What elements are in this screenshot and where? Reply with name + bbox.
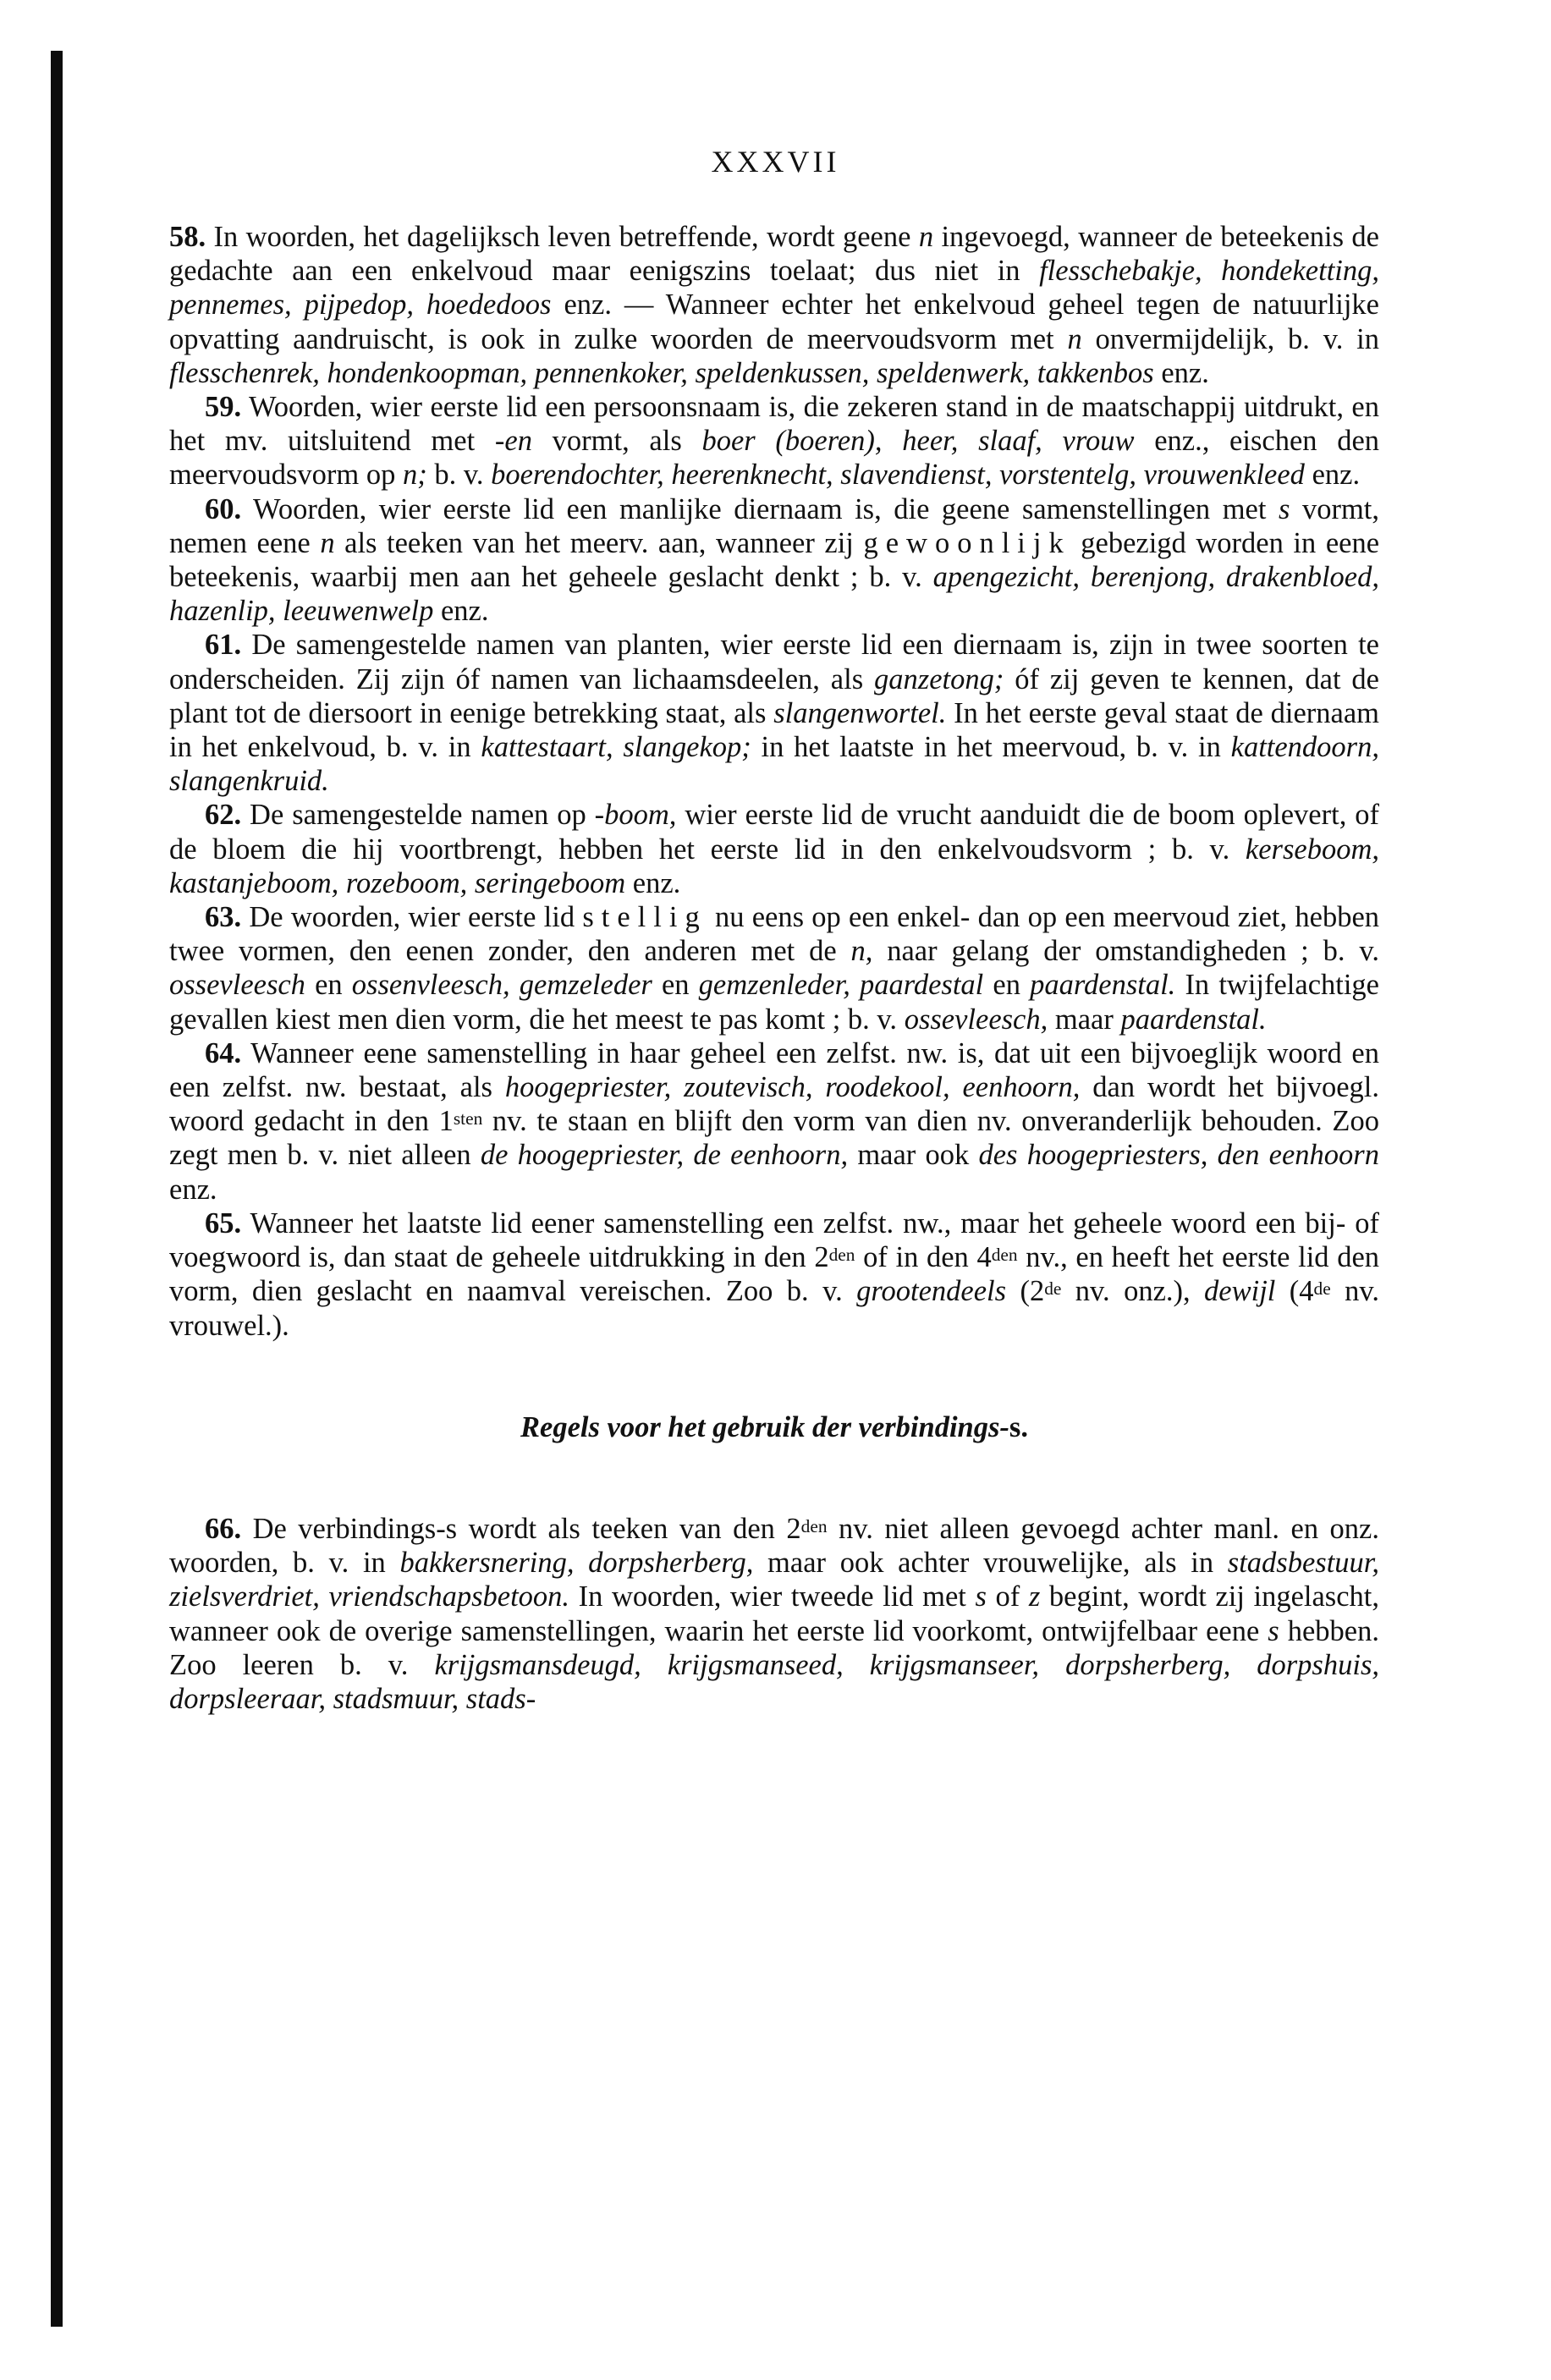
- paragraph-60: 60. Woorden, wier eerste lid een manlijke diernaam is, die geene samenstellingen met s vormt, nemen eene n als teeken van het meerv. aan, wanneer zij gewoonlijk gebezigd worden in eene beteekenis, waarbij men aan het geheele geslacht denkt ; b. v. apengezicht, berenjong, drakenbloed, hazenlip, leeuwenwelp enz.: [169, 492, 1380, 628]
- paragraph-63: 63. De woorden, wier eerste lid stellig nu eens op een enkel- dan op een meervoud ziet, hebben twee vormen, den eenen zonder, den anderen met de n, naar gelang der omstandigheden ; b. v. ossevleesch en ossenvleesch, gemzeleder en gemzenleder, paardestal en paardenstal. In twijfelachtige gevallen kiest men dien vorm, die het meest te pas komt ; b. v. ossevleesch, maar paardenstal.: [169, 901, 1380, 1036]
- spaced-emphasis: gewoonlijk: [863, 526, 1071, 559]
- paragraph-62: 62. De samengestelde namen op -boom, wier eerste lid de vrucht aanduidt die de boom oplevert, of de bloem die hij voortbrengt, hebben het eerste lid in den enkelvoudsvorm ; b. v. kerseboom, kastanjeboom, rozeboom, seringeboom enz.: [169, 799, 1379, 899]
- section-heading: Regels voor het gebruik der verbindings-s.: [520, 1410, 1028, 1443]
- spaced-emphasis: stellig: [582, 901, 707, 934]
- paragraph-number: 60.: [205, 492, 242, 525]
- paragraph-58: 58. In woorden, het dagelijksch leven betreffende, wordt geene n ingevoegd, wanneer de beteekenis de gedachte aan een enkelvoud maar eenigszins toelaat; dus niet in flesschebakje, hondeketting, pennemes, pijpedop, hoededoos enz. — Wanneer echter het enkelvoud geheel tegen de natuurlijke opvatting aandruischt, is ook in zulke woorden de meervoudsvorm met n onvermijdelijk, b. v. in flesschenrek, hondenkoopman, pennenkoker, speldenkussen, speldenwerk, takkenbos enz.: [169, 221, 1379, 389]
- paragraph-number: 58.: [169, 221, 206, 253]
- paragraph-65: 65. Wanneer het laatste lid eener samenstelling een zelfst. nw., maar het geheele woord een bij- of voegwoord is, dan staat de geheele uitdrukking in den $2^{den}$ of in den $4^{den}$ nv., en heeft het eerste lid den vorm, dien geslacht en naamval vereischen. Zoo b. v. grootendeels (2de nv. onz.), dewijl (4de nv. vrouwel.).: [169, 1206, 1380, 1342]
- paragraph-number: 63.: [205, 901, 242, 934]
- paragraph-59: 59. Woorden, wier eerste lid een persoonsnaam is, die zekeren stand in de maatschappij uitdrukt, en het mv. uitsluitend met -en vormt, als boer (boeren), heer, slaaf, vrouw enz., eischen den meervoudsvorm op n; b. v. boerendochter, heerenknecht, slavendienst, vorstentelg, vrouwenkleed enz.: [169, 391, 1380, 492]
- paragraph-number: 59.: [205, 391, 242, 424]
- paragraph-number: 62.: [205, 799, 242, 832]
- paragraph-64: 64. Wanneer eene samenstelling in haar geheel een zelfst. nw. is, dat uit een bijvoeglijk woord en een zelfst. nw. bestaat, als hoogepriester, zoutevisch, roodekool, eenhoorn, dan wordt het bijvoegl. woord gedacht in den $1^{sten}$ nv. te staan en blijft den vorm van dien nv. onveranderlijk behouden. Zoo zegt men b. v. niet alleen de hoogepriester, de eenhoorn, maar ook des hoogepriesters, den eenhoorn enz.: [169, 1036, 1380, 1206]
- page-body: [169, 220, 1379, 1716]
- paragraph-number: 65.: [205, 1206, 242, 1239]
- paragraph-61: 61. De samengestelde namen van planten, wier eerste lid een diernaam is, zijn in twee soorten te onderscheiden. Zij zijn óf namen van lichaamsdeelen, als ganzetong; óf zij geven te kennen, dat de plant tot de diersoort in eenige betrekking staat, als slangenwortel. In het eerste geval staat de diernaam in het enkelvoud, b. v. in kattestaart, slangekop; in het laatste in het meervoud, b. v. in kattendoorn, slangenkruid.: [169, 629, 1379, 798]
- paragraph-66: 66. De verbindings-s wordt als teeken van den $2^{den}$ nv. niet alleen gevoegd achter manl. en onz. woorden, b. v. in bakkersnering, dorpsherberg, maar ook achter vrouwelijke, als in stadsbestuur, zielsverdriet, vriendschapsbetoon. In woorden, wier tweede lid met s of z begint, wordt zij ingelascht, wanneer ook de overige samenstellingen, waarin het eerste lid voorkomt, ontwijfelbaar eene s hebben. Zoo leeren b. v. krijgsmansdeugd, krijgsmanseed, krijgsmanseer, dorpsherberg, dorpshuis, dorpsleeraar, stadsmuur, stads-: [169, 1512, 1380, 1715]
- paragraph-number: 64.: [205, 1036, 242, 1069]
- paragraph-number: 66.: [205, 1512, 242, 1545]
- scan-edge-bar: [51, 51, 63, 2327]
- page-number: XXXVII: [711, 145, 840, 179]
- paragraph-number: 61.: [205, 629, 242, 662]
